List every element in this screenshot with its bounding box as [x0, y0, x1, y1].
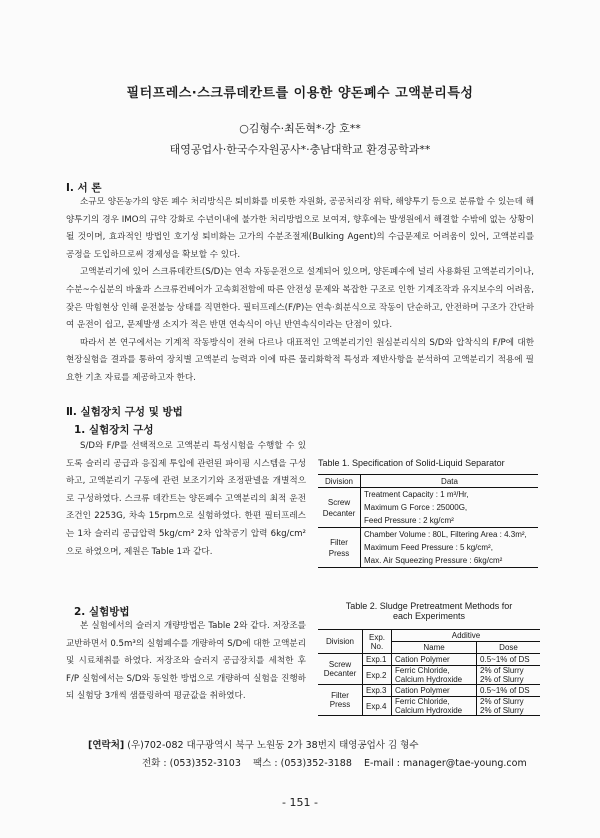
subsection-1-body	[66, 438, 306, 561]
table2	[318, 629, 540, 716]
table-row	[318, 488, 538, 502]
table2-header-dose: Dose	[477, 642, 540, 654]
table1-division-cell: Filter Press	[318, 528, 361, 568]
table-row	[318, 685, 540, 697]
table1-data-cell: Chamber Volume : 80L, Filtering Area : 4.3m²,	[361, 528, 539, 542]
subsection-2-paragraph: 본 실험에서의 슬러지 개량방법은 Table 2와 같다. 저장조를 교반하면서 0.5m³의 실험폐수를 개량하여 S/D에 대한 고액분리 및 시료채취를 하였다. 저장조와 슬러지 공급장치를 세척한 후 F/P 실험에서는 S/D와 동일한 방법으로 개량하여 실험을 진행하되 실험당 3개씩 샘플링하여 평균값을 취하였다.	[66, 621, 306, 702]
table1	[318, 474, 538, 568]
page-number: - 151 -	[282, 796, 318, 809]
table2-name-cell: Cation Polymer	[392, 654, 477, 666]
table2-division-cell: Filter Press	[318, 685, 363, 716]
table2-exp-cell: Exp.2	[363, 666, 392, 685]
table2-header-additive: Additive	[392, 630, 541, 642]
subsection-1-heading: 1. 실험장치 구성	[74, 424, 154, 436]
table1-data-cell: Treatment Capacity : 1 m³/Hr,	[364, 490, 469, 499]
intro-paragraph-2: 고액분리기에 있어 스크류데칸트(S/D)는 연속 자동운전으로 설계되어 있으며, 양돈폐수에 널리 사용화된 고액분리기이나, 수분~수십분의 바울과 스크류컨베어가 고속회전함에 따른 안전성 문제와 복잡한 구조로 인한 기계조작과 유지보수의 어려움, 잦은 막힘현상 인해 운전불능 상태를 직면한다. 필터프레스(F/P)는 연속·회분식으로 작동이 단순하고, 안전하며 구조가 간단하여 운전이 쉽고, 문제발생 소지가 적은 반면 연속식이 아닌 반연속식이라는 단점이 있다.	[66, 267, 534, 331]
contact-line-phone	[88, 755, 527, 773]
table-row	[318, 528, 538, 542]
authors: ○김형수·최돈혁*·강 호**	[239, 122, 361, 135]
subsection-1-paragraph: S/D와 F/P를 선택적으로 고액분리 특성시험을 수행할 수 있도록 슬러리 공급과 응집제 투입에 관련된 파이핑 시스템을 구성하고, 고액분리기 구동에 관련 보조기기와 조정판넬을 개별적으로 구성하였다. 스크류 데칸트는 양돈폐수 고액분리의 최적 운전 조건인 2253G, 차속 15rpm으로 실험하였다. 한편 필터프레스는 1차 슬러리 공급압력 5kg/cm² 2차 압착공기 압력 6kg/cm²으로 하였으며, 제원은 Table 1과 같다.	[66, 441, 306, 557]
email-address: manager@tae-young.com	[403, 758, 527, 769]
table1-data-cell: Feed Pressure : 2 kg/cm²	[364, 516, 454, 525]
table2-name-cell: Cation Polymer	[392, 685, 477, 697]
intro-paragraph-1: 소규모 양돈농가의 양돈 폐수 처리방식은 퇴비화를 비롯한 자원화, 공공처리장 위탁, 해양투기 등으로 분류할 수 있는데 해양투기의 경우 IMO의 규약 강화로 수년이내에 불가한 처리방법으로 보여져, 향후에는 발생원에서 해결할 수밖에 없는 상황이 될 것이며, 효과적인 방법인 호기성 퇴비화는 고가의 수분조절제(Bulking Agent)의 수급문제로 어려움이 있어, 고액분리를 공정을 도입하므로써 경제성을 확보할 수 있다.	[66, 197, 534, 260]
table2-exp-cell: Exp.1	[363, 654, 392, 666]
table-row	[318, 654, 540, 666]
email-label: E-mail :	[364, 758, 401, 769]
fax-number: (053)352-3188	[280, 758, 352, 769]
contact-block	[88, 737, 527, 773]
paper-title: 필터프레스·스크류데칸트를 이용한 양돈폐수 고액분리특성	[126, 86, 474, 101]
table2-header-row	[318, 630, 540, 642]
subsection-2-body	[66, 618, 306, 706]
table1-header-row	[318, 475, 538, 488]
table1-data-cell: Maximum G Force : 25000G,	[364, 503, 468, 512]
contact-line-address	[88, 737, 527, 755]
table2-name-cell: Ferric Chloride, Calcium Hydroxide	[392, 697, 477, 716]
subsection-2-heading: 2. 실험방법	[74, 606, 130, 618]
intro-heading: Ⅰ. 서 론	[66, 182, 102, 194]
phone-number: (053)352-3103	[169, 758, 241, 769]
table1-division-cell: Screw Decanter	[318, 488, 361, 528]
table2-exp-cell: Exp.3	[363, 685, 392, 697]
contact-address: (우)702-082 대구광역시 북구 노원동 2가 38번지 태영공업사 김 형수	[127, 740, 419, 751]
contact-label: [연락처]	[88, 740, 125, 751]
affiliation: 태영공업사·한국수자원공사*·충남대학교 환경공학과**	[169, 143, 431, 156]
table2-header-division: Division	[318, 630, 363, 654]
table2-dose-cell: 0.5~1% of DS	[477, 685, 540, 697]
table2-header-exp: Exp. No.	[363, 630, 392, 654]
table2-name-cell: Ferric Chloride, Calcium Hydroxide	[392, 666, 477, 685]
fax-label: 팩스 :	[253, 758, 278, 769]
table2-header-name: Name	[392, 642, 477, 654]
table2-dose-cell: 2% of Slurry 2% of Slurry	[477, 697, 540, 716]
table2-caption	[322, 601, 536, 621]
table2-dose-cell: 2% of Slurry 2% of Slurry	[477, 666, 540, 685]
method-heading: Ⅱ. 실험장치 구성 및 방법	[66, 406, 183, 418]
table2-exp-cell: Exp.4	[363, 697, 392, 716]
table1-caption: Table 1. Specification of Solid-Liquid Separator	[318, 458, 505, 468]
intro-paragraph-3: 따라서 본 연구에서는 기계적 작동방식이 전혀 다르나 대표적인 고액분리기인 원심분리식의 S/D와 압착식의 F/P에 대한 현장실험을 결과를 통하여 장치별 고액분리 능력과 이에 따른 물리화학적 특성과 제반사항을 분석하여 고액분리기 적용에 필요한 기초 자료를 제공하고자 한다.	[66, 337, 534, 383]
table2-division-cell: Screw Decanter	[318, 654, 363, 685]
table1-data-cell: Max. Air Squeezing Pressure : 6kg/cm²	[364, 556, 503, 565]
intro-body	[66, 194, 534, 388]
table1-header-data: Data	[361, 475, 539, 488]
table1-data-cell: Maximum Feed Pressure : 5 kg/cm²,	[364, 543, 493, 552]
table2-caption-line-1: Table 2. Sludge Pretreatment Methods for	[345, 601, 513, 611]
phone-label: 전화 :	[142, 758, 167, 769]
table2-caption-line-2: each Experiments	[392, 611, 466, 621]
table2-dose-cell: 0.5~1% of DS	[477, 654, 540, 666]
table1-header-division: Division	[318, 475, 361, 488]
